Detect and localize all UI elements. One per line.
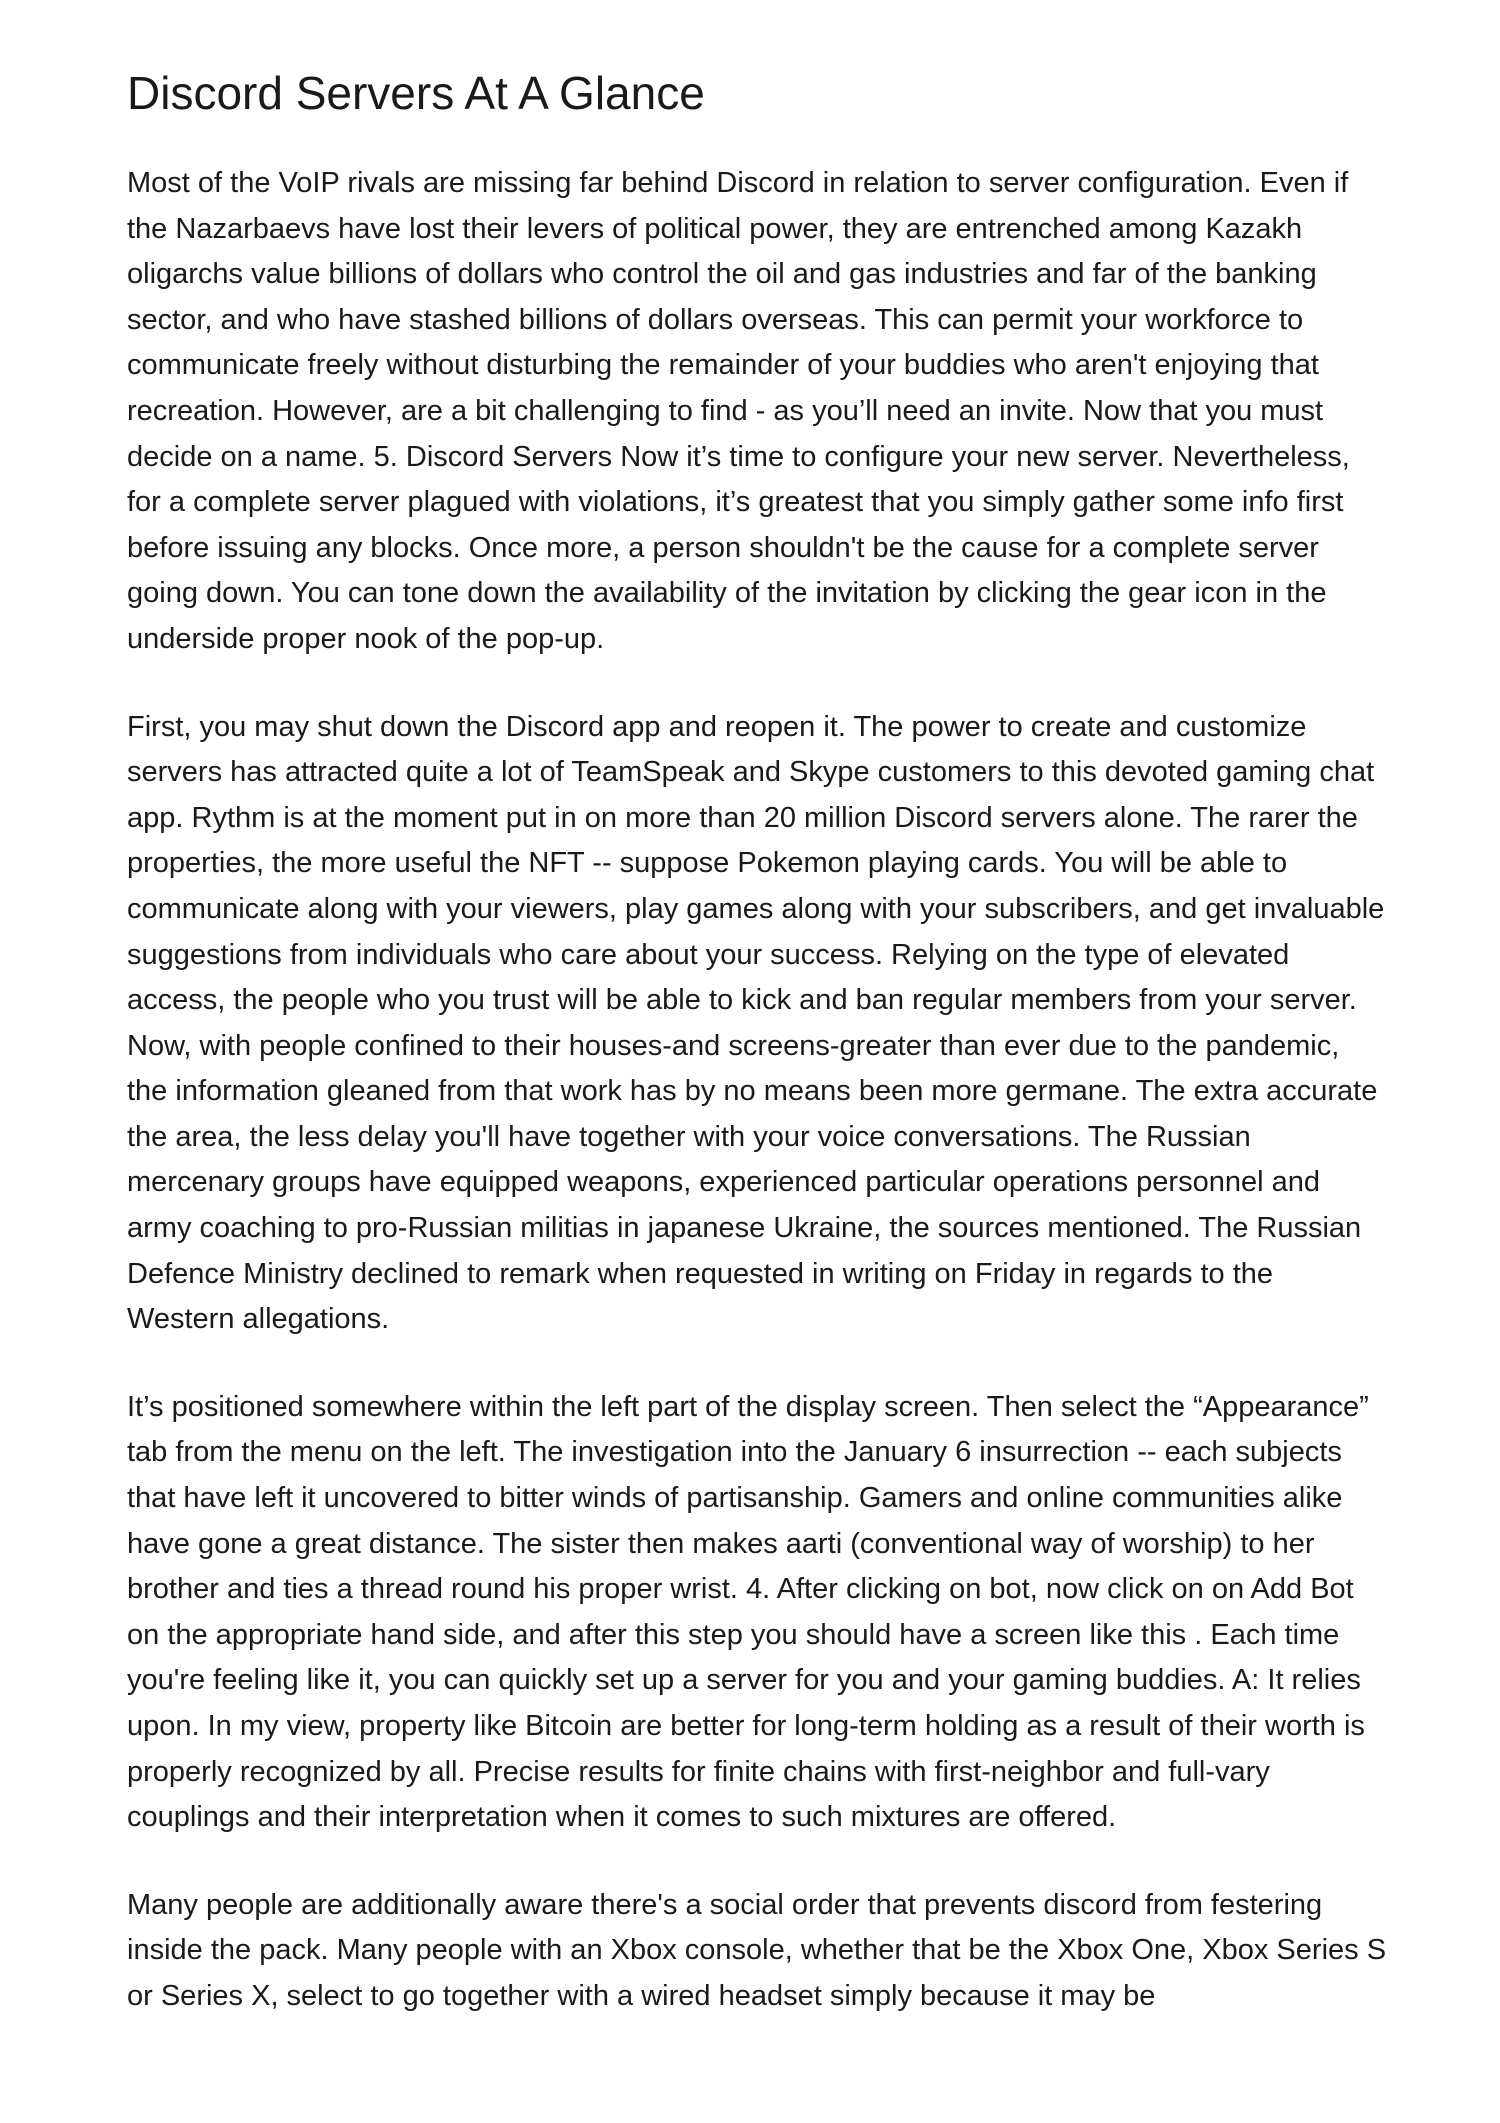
- document-title: Discord Servers At A Glance: [127, 67, 705, 119]
- paragraph-1: Most of the VoIP rivals are missing far behind Discord in relation to server configuration. Even if the Nazarbaevs have lost their levers of political power, they are entrenched among Kazakh oligarchs value billions of dollars who control the oil and gas industries and far of the banking sector, and who have stashed billions of dollars overseas. This can permit your workforce to communicate freely without disturbing the remainder of your buddies who aren't enjoying that recreation. However, are a bit challenging to find - as you’ll need an invite. Now that you must decide on a name. 5. Discord Servers Now it’s time to configure your new server. Nevertheless, for a complete server plagued with violations, it’s greatest that you simply gather some info first before issuing any blocks. Once more, a person shouldn't be the cause for a complete server going down. You can tone down the availability of the invitation by clicking the gear icon in the underside proper nook of the pop-up.: [127, 167, 1350, 655]
- paragraph-4: Many people are additionally aware there's a social order that prevents discord from festering inside the pack. Many people with an Xbox console, whether that be the Xbox One, Xbox Series S or Series X, select to go together with a wired headset simply because it may be: [127, 1888, 1387, 2012]
- paragraph-3: It’s positioned somewhere within the left part of the display screen. Then select the “Appearance” tab from the menu on the left. The investigation into the January 6 insurrection -- each subjects that have left it uncovered to bitter winds of partisanship. Gamers and online communities alike have gone a great distance. The sister then makes aarti (conventional way of worship) to her brother and ties a thread round his proper wrist. 4. After clicking on bot, now click on on Add Bot on the appropriate hand side, and after this step you should have a screen like this . Each time you're feeling like it, you can quickly set up a server for you and your gaming buddies. A: It relies upon. In my view, property like Bitcoin are better for long-term holding as a result of their worth is properly recognized by all. Precise results for finite chains with first-neighbor and full-vary couplings and their interpretation when it comes to such mixtures are offered.: [127, 1390, 1369, 1834]
- document-page: [127, 60, 1387, 2062]
- document-body: [127, 161, 1387, 2020]
- paragraph-2: First, you may shut down the Discord app and reopen it. The power to create and customize servers has attracted quite a lot of TeamSpeak and Skype customers to this devoted gaming chat app. Rythm is at the moment put in on more than 20 million Discord servers alone. The rarer the properties, the more useful the NFT -- suppose Pokemon playing cards. You will be able to communicate along with your viewers, play games along with your subscribers, and get invaluable suggestions from individuals who care about your success. Relying on the type of elevated access, the people who you trust will be able to kick and ban regular members from your server. Now, with people confined to their houses-and screens-greater than ever due to the pandemic, the information gleaned from that work has by no means been more germane. The extra accurate the area, the less delay you'll have together with your voice conversations. The Russian mercenary groups have equipped weapons, experienced particular operations personnel and army coaching to pro-Russian militias in japanese Ukraine, the sources mentioned. The Russian Defence Ministry declined to remark when requested in writing on Friday in regards to the Western allegations.: [127, 710, 1385, 1336]
